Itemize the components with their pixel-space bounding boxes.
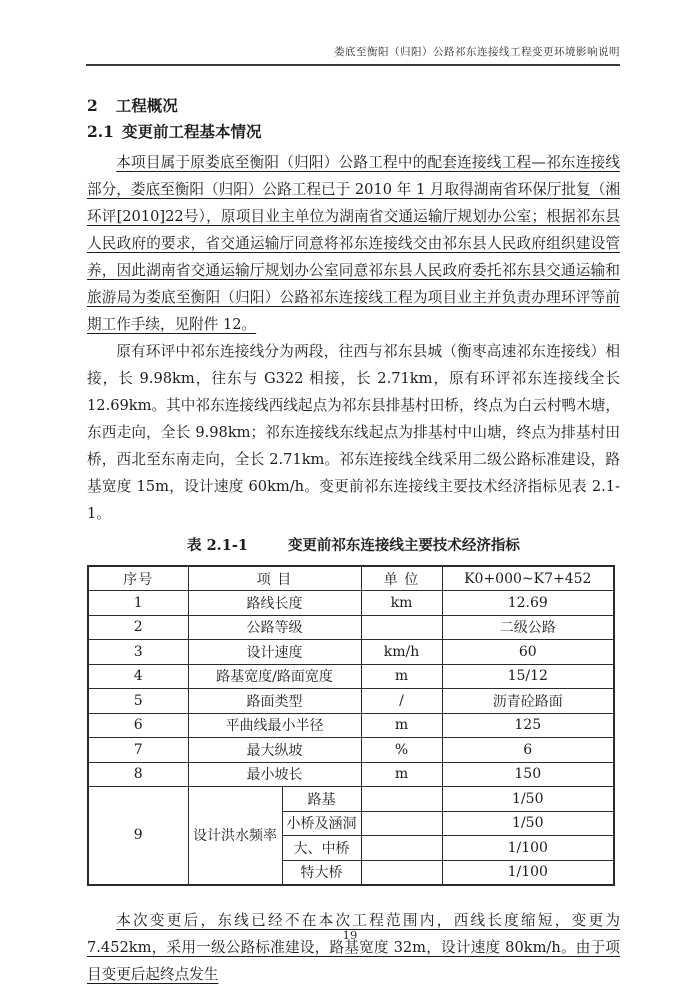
- table-caption: [87, 534, 620, 558]
- table-row: [88, 713, 614, 738]
- cell-item: 最大纵坡: [188, 738, 361, 763]
- header-cell-item: 项 目: [188, 566, 361, 591]
- cell-unit: [361, 615, 442, 640]
- header-title: 娄底至衡阳（归阳）公路祁东连接线工程变更环境影响说明: [334, 46, 620, 58]
- cell-item: 设计速度: [188, 640, 361, 665]
- section-number: 2: [87, 96, 98, 115]
- cell-subitem: 大、中桥: [282, 836, 361, 861]
- header-cell-section: K0+000~K7+452: [442, 566, 614, 591]
- header-cell-unit: 单 位: [361, 566, 442, 591]
- header-cell-no: 序号: [88, 566, 188, 591]
- cell-value: 1/100: [442, 836, 614, 861]
- cell-no: 1: [88, 591, 188, 616]
- subsection-number: 2.1: [87, 122, 114, 141]
- cell-no: 3: [88, 640, 188, 665]
- paragraph-original-eia: 原有环评中祁东连接线分为两段，往西与祁东县城（衡枣高速祁东连接线）相接，长 9.98km，往东与 G322 相接，长 2.71km，原有环评祁东连接线全长 12.69km。其中祁东连接线西线起点为祁东县排基村田桥，终点为白云村鸭木塘，东西走向，全长 9.98km；祁东连接线东线起点为排基村中山塘，终点为排基村田桥，西北至东南走向，全长 2.71km。祁东连接线全线采用二级公路标准建设，路基宽度 15m，设计速度 60km/h。变更前祁东连接线主要技术经济指标见表 2.1-1。: [87, 343, 620, 522]
- cell-unit: m: [361, 664, 442, 689]
- cell-value: 二级公路: [442, 615, 614, 640]
- cell-unit: [361, 836, 442, 861]
- table-label: 表 2.1-1: [187, 537, 248, 554]
- cell-no: 6: [88, 713, 188, 738]
- cell-item: 路基宽度/路面宽度: [188, 664, 361, 689]
- cell-subitem: 特大桥: [282, 860, 361, 885]
- cell-no: 7: [88, 738, 188, 763]
- table-row: [88, 591, 614, 616]
- table-row: [88, 664, 614, 689]
- paragraph-change-summary: 本次变更后，东线已经不在本次工程范围内，西线长度缩短，变更为 7.452km，采用一级公路标准建设，路基宽度 32m，设计速度 80km/h。由于项目变更后起终点发生: [87, 911, 620, 983]
- cell-item: 公路等级: [188, 615, 361, 640]
- cell-value: 150: [442, 762, 614, 787]
- cell-no: 5: [88, 689, 188, 714]
- cell-value: 沥青砼路面: [442, 689, 614, 714]
- cell-unit: [361, 787, 442, 812]
- table-title: 变更前祁东连接线主要技术经济指标: [287, 537, 520, 554]
- cell-value: 125: [442, 713, 614, 738]
- table-row: [88, 640, 614, 665]
- technical-indicators-table: [87, 565, 615, 886]
- subsection-heading: [87, 122, 620, 141]
- cell-no: 4: [88, 664, 188, 689]
- table-row: [88, 615, 614, 640]
- page-content: [87, 92, 620, 988]
- cell-unit: [361, 811, 442, 836]
- section-heading: [87, 96, 620, 115]
- cell-value: 1/100: [442, 860, 614, 885]
- subsection-title: 变更前工程基本情况: [121, 122, 262, 141]
- cell-subitem: 小桥及涵洞: [282, 811, 361, 836]
- cell-value: 12.69: [442, 591, 614, 616]
- table-row: [88, 689, 614, 714]
- cell-item: 设计洪水频率: [188, 787, 282, 885]
- cell-unit: km/h: [361, 640, 442, 665]
- cell-value: 1/50: [442, 811, 614, 836]
- cell-value: 60: [442, 640, 614, 665]
- cell-unit: [361, 860, 442, 885]
- table-row: [88, 738, 614, 763]
- cell-no: 8: [88, 762, 188, 787]
- cell-item: 最小坡长: [188, 762, 361, 787]
- cell-no: 9: [88, 787, 188, 885]
- page-number: 19: [342, 928, 358, 942]
- cell-unit: m: [361, 762, 442, 787]
- cell-item: 路线长度: [188, 591, 361, 616]
- cell-item: 平曲线最小半径: [188, 713, 361, 738]
- cell-unit: /: [361, 689, 442, 714]
- table-row: [88, 762, 614, 787]
- cell-unit: km: [361, 591, 442, 616]
- cell-unit: m: [361, 713, 442, 738]
- cell-item: 路面类型: [188, 689, 361, 714]
- table-group-row: [88, 787, 614, 812]
- cell-unit: %: [361, 738, 442, 763]
- cell-subitem: 路基: [282, 787, 361, 812]
- cell-value: 1/50: [442, 787, 614, 812]
- cell-value: 15/12: [442, 664, 614, 689]
- section-title: 工程概况: [115, 96, 178, 115]
- page-header: [86, 44, 620, 66]
- cell-value: 6: [442, 738, 614, 763]
- paragraph-project-background: 本项目属于原娄底至衡阳（归阳）公路工程中的配套连接线工程—祁东连接线部分，娄底至衡阳（归阳）公路工程已于 2010 年 1 月取得湖南省环保厅批复（湘环评[2010]22号），原项目业主单位为湖南省交通运输厅规划办公室；根据祁东县人民政府的要求，省交通运输厅同意将祁东连接线交由祁东县人民政府组织建设管养，因此湖南省交通运输厅规划办公室同意祁东县人民政府委托祁东县交通运输和旅游局为娄底至衡阳（归阳）公路祁东连接线工程为项目业主并负责办理环评等前期工作手续，见附件 12。: [87, 154, 620, 333]
- cell-no: 2: [88, 615, 188, 640]
- table-header-row: [88, 566, 614, 591]
